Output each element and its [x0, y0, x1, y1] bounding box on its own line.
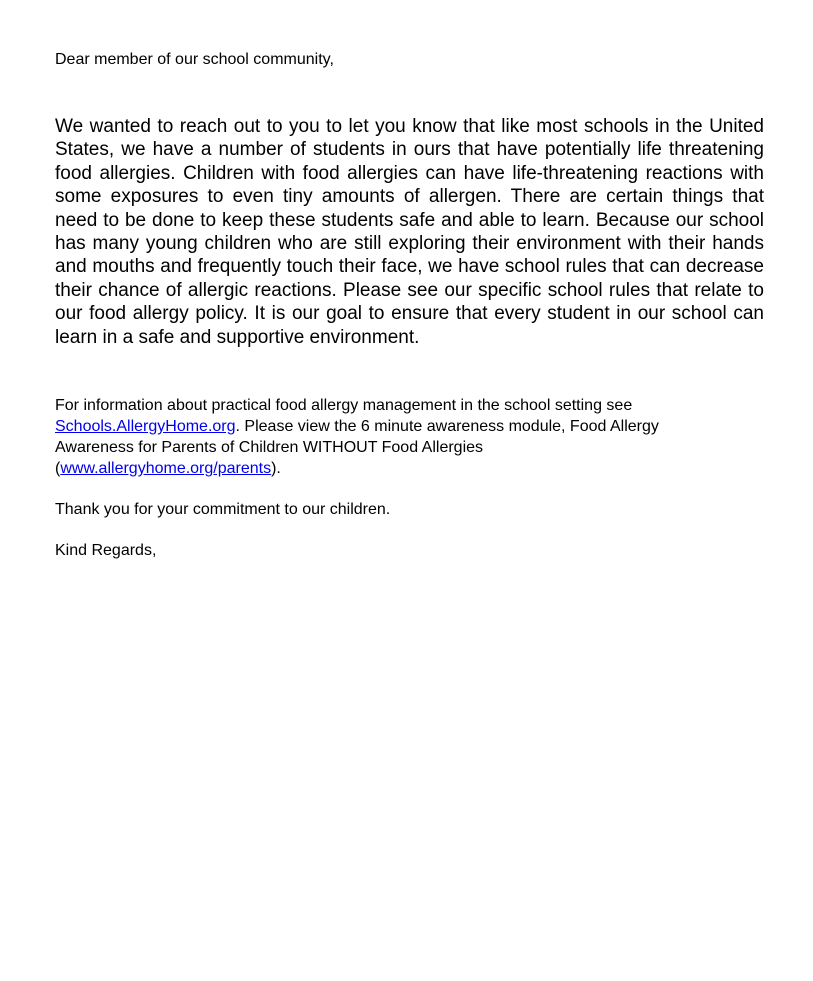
allergyhome-parents-link[interactable]: www.allergyhome.org/parents: [60, 460, 272, 477]
info-line-4: [55, 458, 765, 479]
main-paragraph: We wanted to reach out to you to let you know that like most schools in the United States, we have a number of students in ours that have potentially life threatening food allergies. Children with food allergies can have life-threatening reactions with some exposures to even tiny amounts of allergen. There are certain things that need to be done to keep these students safe and able to learn. Because our school has many young children who are still exploring their environment with their hands and mouths and frequently touch their face, we have school rules that can decrease their chance of allergic reactions. Please see our specific school rules that relate to our food allergy policy. It is our goal to ensure that every student in our school can learn in a safe and supportive environment.: [55, 116, 764, 348]
salutation: Dear member of our school community,: [55, 51, 334, 68]
thanks-line: Thank you for your commitment to our children.: [55, 501, 391, 518]
schools-allergyhome-link[interactable]: Schools.AllergyHome.org: [55, 418, 236, 435]
info-paragraph: [55, 395, 765, 479]
info-line-2: [55, 416, 765, 437]
open-paren: (: [55, 460, 61, 477]
close-paren: ).: [271, 460, 281, 477]
info-line-3: Awareness for Parents of Children WITHOUT Food Allergies: [55, 439, 484, 456]
info-line-2-text: . Please view the 6 minute awareness module, Food Allergy: [235, 418, 659, 435]
closing-line: Kind Regards,: [55, 542, 157, 559]
info-line-1: For information about practical food allergy management in the school setting see: [55, 397, 633, 414]
